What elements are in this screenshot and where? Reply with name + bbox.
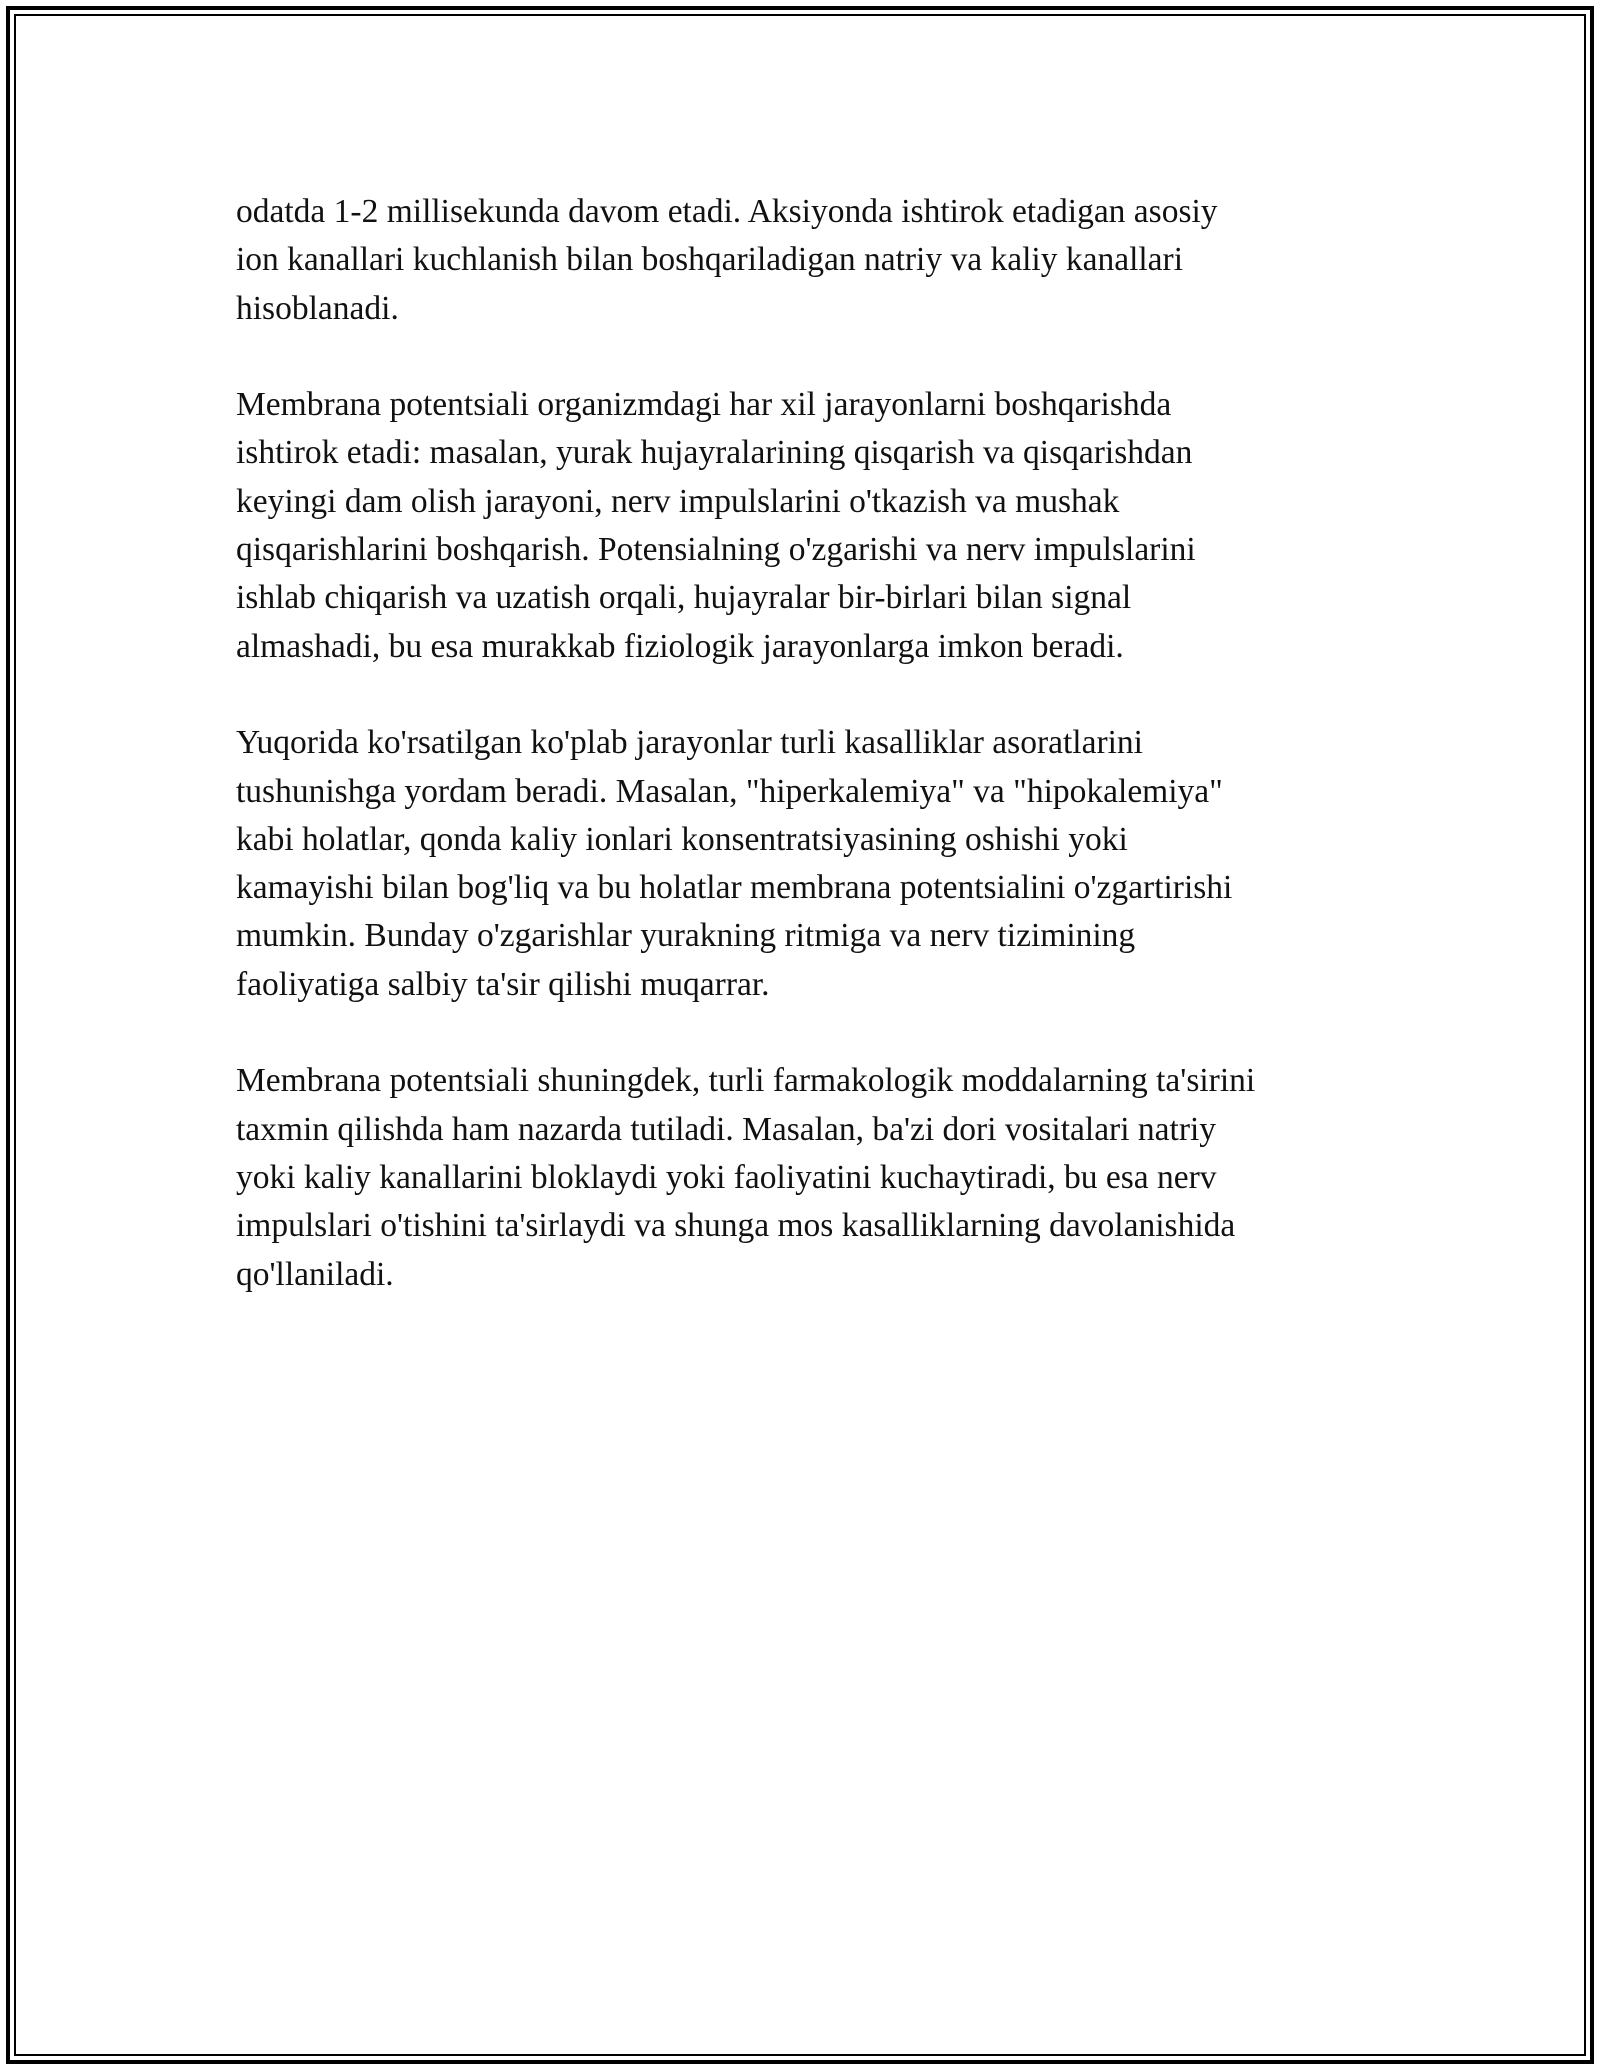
text-line: keyingi dam olish jarayoni, nerv impulslarini o'tkazish va mushak xyxy=(236,482,1120,520)
text-line: almashadi, bu esa murakkab fiziologik jarayonlarga imkon beradi. xyxy=(236,627,1124,665)
text-line: yoki kaliy kanallarini bloklaydi yoki faoliyatini kuchaytiradi, bu esa nerv xyxy=(236,1158,1217,1196)
text-line: Membrana potentsiali shuningdek, turli farmakologik moddalarning ta'sirini xyxy=(236,1062,1256,1100)
text-line: qo'llaniladi. xyxy=(236,1255,394,1293)
text-line: faoliyatiga salbiy ta'sir qilishi muqarrar. xyxy=(236,965,770,1003)
text-line: ion kanallari kuchlanish bilan boshqariladigan natriy va kaliy kanallari xyxy=(236,241,1184,279)
text-line: kabi holatlar, qonda kaliy ionlari konsentratsiyasining oshishi yoki xyxy=(236,820,1128,858)
text-line: taxmin qilishda ham nazarda tutiladi. Masalan, ba'zi dori vositalari natriy xyxy=(236,1110,1217,1148)
paragraph-3 xyxy=(236,719,1366,1009)
paragraph-4 xyxy=(236,1057,1366,1298)
text-line: ishtirok etadi: masalan, yurak hujayralarining qisqarish va qisqarishdan xyxy=(236,434,1193,472)
text-line: kamayishi bilan bog'liq va bu holatlar membrana potentsialini o'zgartirishi xyxy=(236,869,1233,907)
text-line: tushunishga yordam beradi. Masalan, "hiperkalemiya" va "hipokalemiya" xyxy=(236,772,1223,810)
text-line: mumkin. Bunday o'zgarishlar yurakning ritmiga va nerv tizimining xyxy=(236,917,1136,955)
text-line: Membrana potentsiali organizmdagi har xil jarayonlarni boshqarishda xyxy=(236,386,1172,424)
paragraph-1 xyxy=(236,188,1366,333)
text-line: odatda 1-2 millisekunda davom etadi. Aksiyonda ishtirok etadigan asosiy xyxy=(236,193,1218,230)
paragraph-2 xyxy=(236,381,1366,671)
text-line: Yuqorida ko'rsatilgan ko'plab jarayonlar turli kasalliklar asoratlarini xyxy=(236,724,1143,762)
text-line: impulslari o'tishini ta'sirlaydi va shunga mos kasalliklarning davolanishida xyxy=(236,1207,1236,1245)
text-line: ishlab chiqarish va uzatish orqali, hujayralar bir-birlari bilan signal xyxy=(236,579,1132,617)
document-body xyxy=(236,188,1366,1347)
text-line: hisoblanadi. xyxy=(236,289,399,327)
text-line: qisqarishlarini boshqarish. Potensialning o'zgarishi va nerv impulslarini xyxy=(236,531,1196,569)
